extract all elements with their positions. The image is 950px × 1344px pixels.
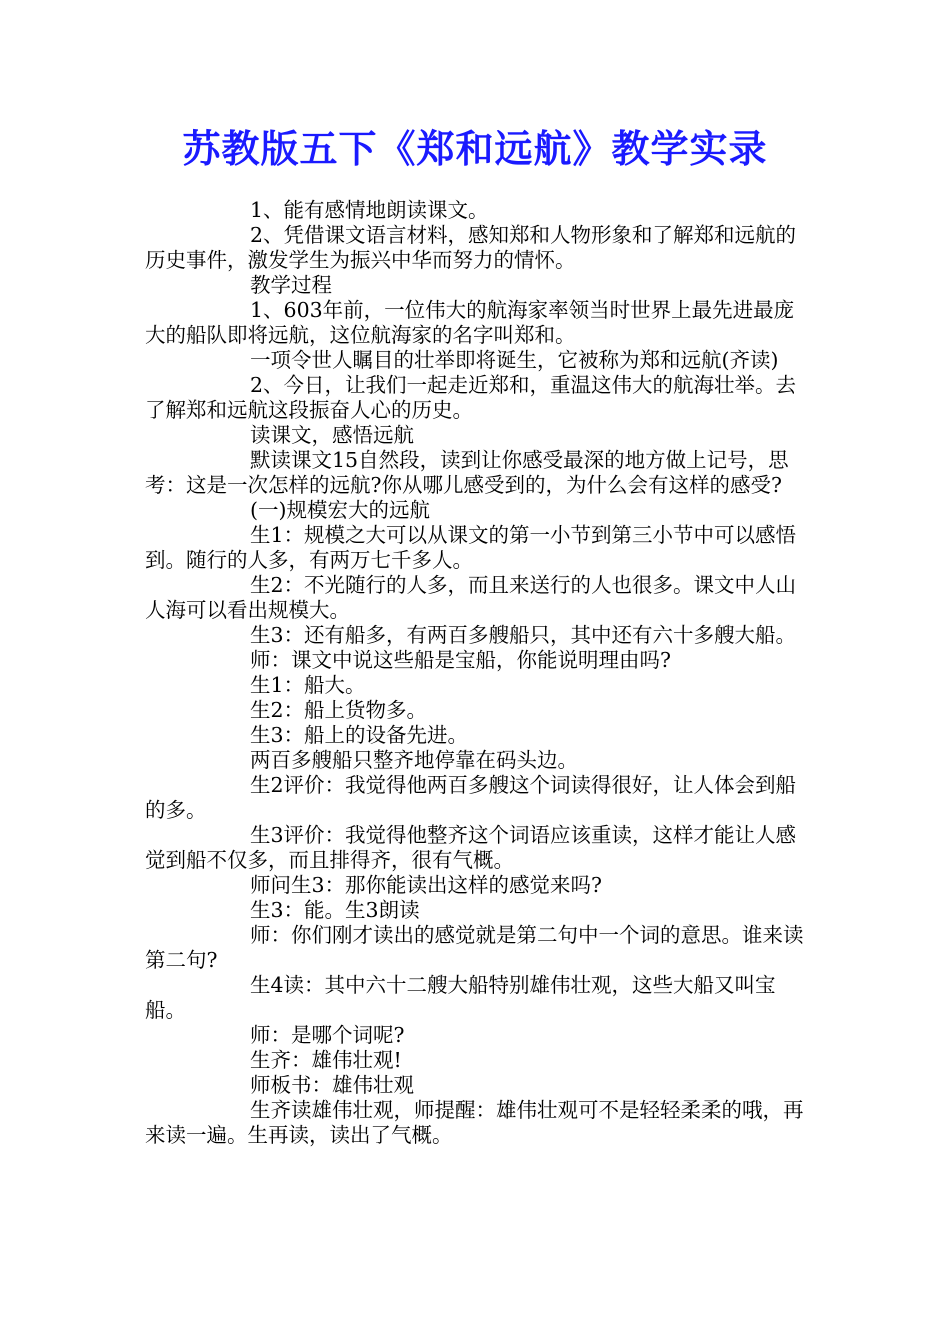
document-body [145,198,810,1148]
paragraph: 师：课文中说这些船是宝船，你能说明理由吗? [250,648,671,672]
document-title: 苏教版五下《郑和远航》教学实录 [182,127,768,171]
paragraph: 师：你们刚才读出的感觉就是第二句中一个词的意思。谁来读第二句? [145,923,804,972]
paragraph: 生齐：雄伟壮观! [250,1048,402,1072]
paragraph: 生2评价：我觉得他两百多艘这个词读得很好，让人体会到船的多。 [145,773,797,822]
paragraph: 生2：船上货物多。 [250,698,428,722]
paragraph: 2、凭借课文语言材料，感知郑和人物形象和了解郑和远航的历史事件，激发学生为振兴中华而努力的情怀。 [145,223,797,272]
paragraph: 1、能有感情地朗读课文。 [250,198,489,222]
paragraph: 生3：能。生3朗读 [250,898,420,922]
paragraph: 读课文，感悟远航 [250,423,414,447]
paragraph: 生3：还有船多，有两百多艘船只，其中还有六十多艘大船。 [250,623,797,647]
paragraph: 教学过程 [250,273,332,297]
paragraph: 两百多艘船只整齐地停靠在码头边。 [250,748,578,772]
paragraph: 师板书：雄伟壮观 [250,1073,414,1097]
paragraph: (一)规模宏大的远航 [250,498,430,522]
paragraph: 默读课文15自然段，读到让你感受最深的地方做上记号，思考：这是一次怎样的远航?你从哪儿感受到的，为什么会有这样的感受? [145,448,789,497]
paragraph: 师：是哪个词呢? [250,1023,405,1047]
paragraph: 生3：船上的设备先进。 [250,723,469,747]
paragraph: 生1：规模之大可以从课文的第一小节到第三小节中可以感悟到。随行的人多，有两万七千多人。 [145,523,797,572]
paragraph: 生1：船大。 [250,673,366,697]
paragraph: 生2：不光随行的人多，而且来送行的人也很多。课文中人山人海可以看出规模大。 [145,573,797,622]
paragraph: 生3评价：我觉得他整齐这个词语应该重读，这样才能让人感觉到船不仅多，而且排得齐，很有气概。 [145,823,797,872]
paragraph: 师问生3：那你能读出这样的感觉来吗? [250,873,603,897]
paragraph: 生齐读雄伟壮观，师提醒：雄伟壮观可不是轻轻柔柔的哦，再来读一遍。生再读，读出了气概。 [145,1098,804,1147]
paragraph: 1、603年前，一位伟大的航海家率领当时世界上最先进最庞大的船队即将远航，这位航海家的名字叫郑和。 [145,298,795,347]
paragraph: 2、今日，让我们一起走近郑和，重温这伟大的航海壮举。去了解郑和远航这段振奋人心的历史。 [145,373,797,422]
paragraph: 生4读：其中六十二艘大船特别雄伟壮观，这些大船又叫宝船。 [145,973,776,1022]
paragraph: 一项令世人瞩目的壮举即将诞生，它被称为郑和远航(齐读) [250,348,779,372]
